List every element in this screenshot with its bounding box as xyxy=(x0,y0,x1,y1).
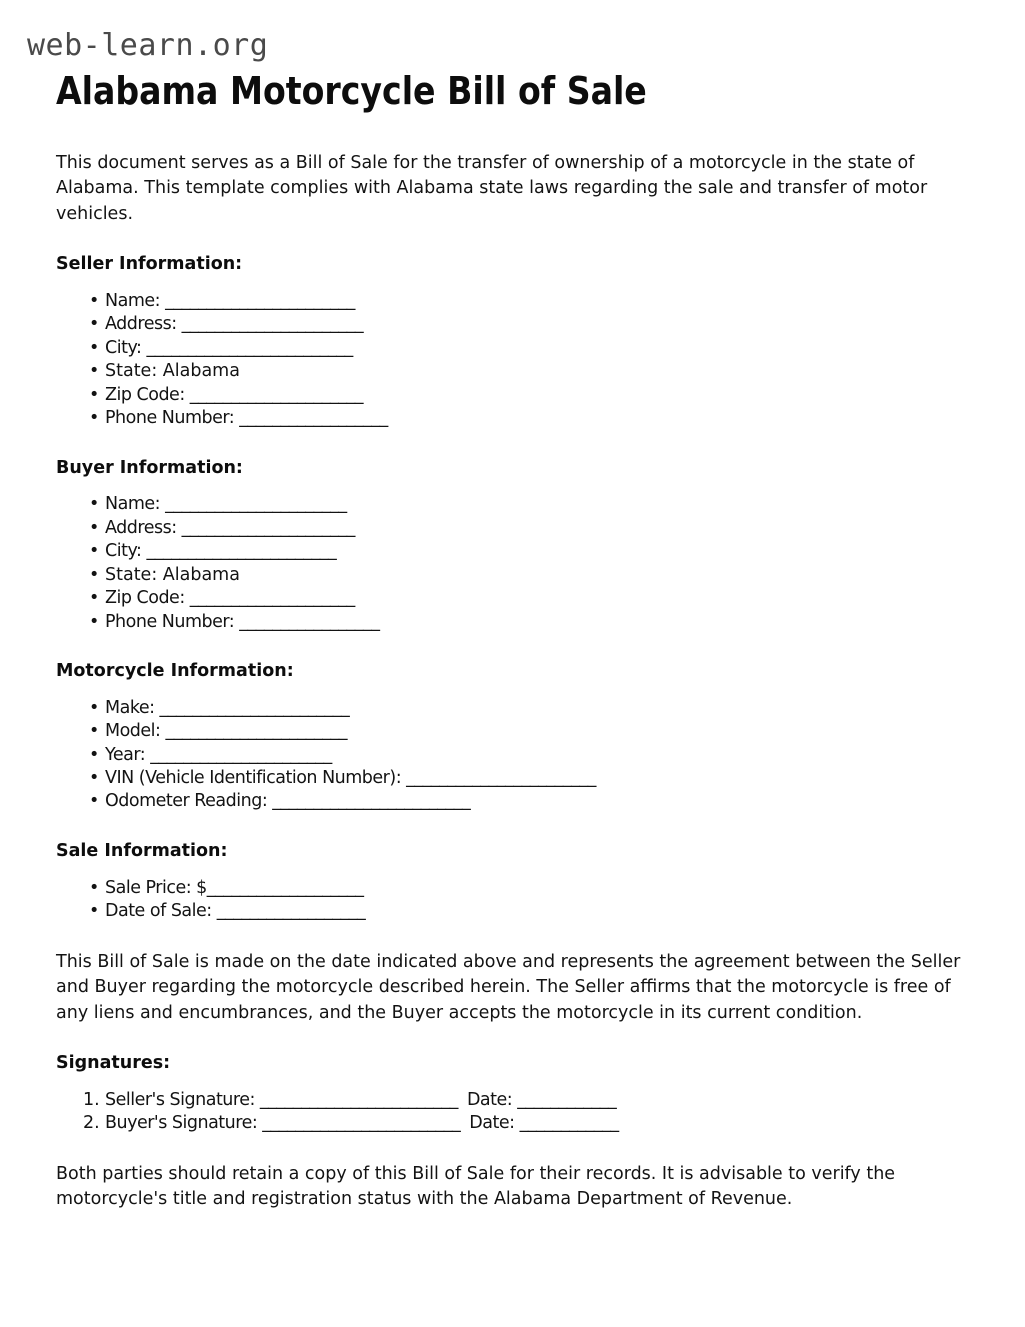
list-item xyxy=(56,1089,965,1112)
list-item xyxy=(56,517,965,540)
list-item xyxy=(56,313,965,336)
list-item xyxy=(56,744,965,767)
seller-signature-field: Seller's Signature: ________________________ xyxy=(105,1089,458,1110)
buyer-signature-field: Buyer's Signature: ________________________ xyxy=(105,1113,461,1134)
list-item xyxy=(56,360,965,383)
seller-phone-field: Phone Number: __________________ xyxy=(105,408,388,429)
sale-information-list xyxy=(56,877,965,924)
list-item xyxy=(56,697,965,720)
buyer-phone-field: Phone Number: _________________ xyxy=(105,611,380,632)
signatures-heading: Signatures: xyxy=(56,1053,171,1074)
buyer-state-field: State: Alabama xyxy=(105,564,240,585)
list-item xyxy=(56,900,965,923)
buyer-name-field: Name: ______________________ xyxy=(105,494,347,515)
list-item xyxy=(56,493,965,516)
seller-signature-date-field: Date: ____________ xyxy=(466,1089,617,1110)
list-item xyxy=(56,1112,965,1135)
list-item xyxy=(56,337,965,360)
list-item xyxy=(56,540,965,563)
buyer-information-list xyxy=(56,493,965,634)
seller-information-list xyxy=(56,290,965,431)
buyer-signature-date-field: Date: ____________ xyxy=(469,1113,619,1134)
signatures-list xyxy=(56,1089,965,1136)
seller-zip-field: Zip Code: _____________________ xyxy=(105,384,364,405)
list-item xyxy=(56,611,965,634)
list-item xyxy=(56,790,965,813)
sale-information-heading: Sale Information: xyxy=(56,840,228,861)
seller-information-heading: Seller Information: xyxy=(56,254,243,275)
page-title: Alabama Motorcycle Bill of Sale xyxy=(56,69,647,113)
list-item xyxy=(56,290,965,313)
buyer-zip-field: Zip Code: ____________________ xyxy=(105,588,355,609)
intro-paragraph: This document serves as a Bill of Sale for the transfer of ownership of a motorcycle in the state of Alabama. This template complies with Alabama state laws regarding the sale and transfer of motor vehicles. xyxy=(56,152,928,224)
buyer-information-heading: Buyer Information: xyxy=(56,457,243,478)
buyer-address-field: Address: _____________________ xyxy=(105,517,355,538)
motorcycle-model-field: Model: ______________________ xyxy=(105,721,348,742)
seller-state-field: State: Alabama xyxy=(105,361,240,382)
list-item xyxy=(56,720,965,743)
list-item xyxy=(56,564,965,587)
motorcycle-year-field: Year: ______________________ xyxy=(105,744,332,765)
motorcycle-vin-field: VIN (Vehicle Identification Number): _______________________ xyxy=(105,768,596,788)
motorcycle-odometer-field: Odometer Reading: ________________________ xyxy=(105,791,471,812)
agreement-paragraph: This Bill of Sale is made on the date indicated above and represents the agreement between the Seller and Buyer regarding the motorcycle described herein. The Seller affirms that the motorcycle is free of any liens and encumbrances, and the Buyer accepts the motorcycle in its current condition. xyxy=(56,951,961,1023)
motorcycle-information-list xyxy=(56,697,965,814)
site-watermark: web-learn.org xyxy=(27,28,269,63)
date-of-sale-field: Date of Sale: __________________ xyxy=(105,901,366,922)
list-item xyxy=(56,384,965,407)
list-item xyxy=(56,767,965,790)
sale-price-field: Sale Price: $___________________ xyxy=(105,877,364,898)
seller-address-field: Address: ______________________ xyxy=(105,314,364,335)
closing-paragraph: Both parties should retain a copy of this Bill of Sale for their records. It is advisable to verify the motorcycle's title and registration status with the Alabama Department of Revenue. xyxy=(56,1163,896,1210)
motorcycle-make-field: Make: _______________________ xyxy=(105,697,350,718)
list-item xyxy=(56,877,965,900)
list-item xyxy=(56,407,965,430)
seller-city-field: City: _________________________ xyxy=(105,337,353,358)
motorcycle-information-heading: Motorcycle Information: xyxy=(56,660,294,681)
buyer-city-field: City: _______________________ xyxy=(105,541,337,562)
list-item xyxy=(56,587,965,610)
seller-name-field: Name: _______________________ xyxy=(105,290,355,311)
